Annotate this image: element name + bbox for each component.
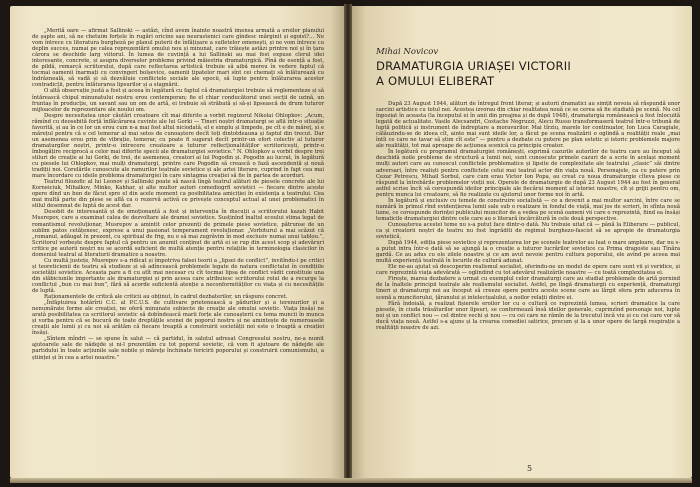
title-line: A OMULUI ELIBERAT (376, 73, 495, 88)
paragraph: După 1944, ediția piese sovietice și reprezentarea lor pe scenele teatrelor au luat o mare amploare, dar nu s-a putut intra într-o dată să se ajungă la o creație a tuturor lucrărilor sovietice ca Prima dragoste sau Tînăra gardă. Ce au adus cu ele zilele noastre și ce am avut nevoie pentru cultura poporului, ele avînd pe aceea mai multă experiență teatrală în locurile de cultură adunat. (376, 240, 680, 265)
paragraph: Cunoașterea acestei teme nu s-a putut face dintr-o dată. Nu trebuie uitat că — până la Eliberare — publicul, ca și creatorii noștri de teatru nu fost îngrăditi de regimul burghezo-fascist să se apropie de dramaturgia sovietică. (376, 221, 680, 241)
right-page-text (376, 101, 680, 331)
paragraph: În legătură și exclusiv cu temele de construire socialistă — ce a devenit a mai multor sarcini, între care se numără în primul rînd evidențierea lumii sale sub o realizare în fondul de viață, mai jos de scrieri, în sfînta nouă lume, ce corespunde dorinței publicului muncitor de a vedea pe scenă oameni vii care o reprezintă, fiind ea însăși tematicile dramaturgiei dintre cele care au o literară încărcătură în cele două perspective. (376, 197, 680, 222)
left-page (10, 6, 344, 478)
paragraph: „Merită oare — afirmat Sallinski — astăzi, cînd avem înainte noastră imensa armată a eroilor planului de șapte ani, să ne chetuim forțele în rugări oricine sau neurastenici care gîndesc mărginit și egoist?... Ne vom întrece cu literatura burgheză pe planul puterii de înfățișare a sufletelor omenești, și ne vom întrece cu deplin succes, numai pe calea reprezentării omului nou și minunat, care trăiește astăzi printre noi și în țara cărora se deschide larg viitorul. În lumea de cuviință a lui Sallinski au mai fost expuse clerul idei interesante, concrete, și asupra diverselor probleme privind măiestria dramaturgică. Pînă de esență a fost, de pildă, remarcă scriitorului, după care reflectarea artistică trebuie să aibă mereu în vedere faptul că tocmai oamenii înarmați cu convingeri bolșevice, oamenii țipatelor mari sînt cei chemați să înlăturează cu îndrăzneală, să vadă și să dezvăluie conflictele sociale ale epocii, să lupte pentru înlăturarea acestor contradicții, pentru înlăturarea lipsurilor și a stagnării. (32, 28, 324, 89)
paragraph: Raționamentele de critică ale criticii au obținut, în cadrul dezbaterilor, un răspuns concret. (44, 294, 288, 301)
paragraph: „Sîntem mîndri — se spune în salut — că partidul, în salutul adresat Congresului nostru, ne-a numit ajutoarele sale de nădejde și ni-l prezentăm cu tot poporul sovietic, că vom fi ajutoare de nădejde ale partidului în toate acțiunile sale nobile și măreţe închinate fericirii poporului și construirii comunismului, a științei și în cea a artei noastre.” (32, 336, 324, 361)
paragraph: Ele ne-au ajutat să descoperim realismul socialist, oferindu-ne un model de opere care sunt vii și veridice, și care reprezintă viața adevărată — oglindind cu tot adevărul realizările noastre — cu toată complexitatea ei. (376, 264, 680, 277)
article-author: Mihai Novicov (376, 47, 439, 57)
paragraph: Fără îndoială, a realizat fișierele eroilor lor cu o cultură ce reprezintă lumea, scrieri dramatice la care piesele, în ciuda trăsăturilor unor lipsuri, se conformează însă ideilor generale, cuprinzînd personaje noi, lupte noi și un conflict nou — cel dintre vechi și nou — cu cei care ne rămîn de la trecutul încă viu și cu cei care vor să ducă viața nouă. Astfel s-a ajuns și la crearea comediei satirice, precum și la a unor opere de largă respirație a realității noastre de azi. (376, 300, 680, 331)
paragraph: Cu multă justețe, Musrepov s-a ridicat și împotriva falsei teorii a „lipsei de conflict”, invitîndu-i pe critici și teoreticienii de teatru să studieze și să adîncească problemele legate de natura conflictului în condițiile societății sovietice. Aceasta pare a fi cu atît mai necesar cu cît tocmai lipsa de conflict vădit constituie una din slăbiciunile importante ale dramaturgiei și prin aceea care atribuiesc scriitorului rolul de a recurge la conflictul „bun cu mai bun”, fără să acorde suficientă atenție a neconformităților cu viața și cu necesitățile de luptă. (32, 257, 324, 295)
title-line: DRAMATURGIA URIAȘEI VICTORII (376, 59, 571, 73)
article-title (376, 59, 676, 88)
right-page (352, 6, 692, 478)
left-page-text (32, 28, 324, 361)
paragraph: Teatrul filozofic al lui Leonov și Sallinski poate să nască lîngă teatrul alături de piesele concrete ale lui Korneiciuk, Mihalkov, Minko, Kahhar, și alte multor autori comediogrfi sovietici — fiecare dintre aceste opere dînd un bun de făcut spre el din acele moment ca posibilitatea amiciției în existența a teatrului. Cea mai multă parte din piese se află ca o rezervă activă ce privește conceptul actual al unei problematici în stilul desemnat de luptă de acest dar. (32, 179, 324, 210)
page-number: 5 (527, 464, 533, 473)
paragraph: Despre necesitatea unor căutări creatoare cît mai diferite a vorbit regizorul Nikolai Ohlopkov: „Acum, rămînd cu deosebită forță înflăcărarea cuvinte ale lui Gorki — Tineri noștri dramaturgi se află într-o situație favorită, și au în ce lor un erou cum n-a mai fost altul niciodată, el e simplu și limpede, pe cît e de măreț, și e mărețul pentru că e cel temerar al mai setos de cunoaștere decît toți dintotdeauna și faptul din trecut. Dar un asemenea erou prin de vibrație, temerar, cu poate fi sugerat decît printr-un efort colectiv al tuturor dramaturgilor noștri, printr-o întrecere creatoare a tuturor reflecționalităților scriitoricești, printr-o îmbogățire reciprocă a celor mai diferite specii ale dramaturgiei sovietice.” N. Ohlopkov a vorbit despre trei stiluri de creație ai lui Gorki, de trei, de asemenea, creatori ai lui Pogodin și. Pogodin au lucrat, în legătură cu piesele lui Ohlopkov, mai mulți dramaturgi, printre care Pogodin să crească o fază ascendentă și nouă tradiții noi. Corelările cunoscute ale ramurilor teatrale sovietice și ale artei literare, cuprind în fapt cea mai mare încordare cu ideile problema dramaturgiei în care sintagma creației să fie în partea de acorduri. (32, 112, 324, 180)
paragraph: Firește, marea dezbatere a urmat cu exemplul celor dramaturgi care au studiat problemele de artă pornind de la înaltele principii teatrale ale realismului socialist. Astfel, pe lîngă dramaturgii cu experiență, dramaturgi tineri și dramaturgi noi au început să creeze opere pentru aceste scene care au lărgit sfera prin aducerea în scenă a muncitorului, țăranului și intelectualului, a noilor relații dintre ei. (376, 276, 680, 301)
paragraph: O altă observație justă a fost și aceea în legătură cu faptul că dramaturgiei trebuie să reglementeze și să întărească chipul minunatului nostru erou contemporan; fie el chiar conducătorul unei secții de uzină, un fruntaș în producție, un savant sau un om de artă, ei trebuie să străbată și să-și lipsească de drum tuturor mijloacelor de reprezentare ale noului om. (32, 88, 324, 113)
paragraph: După 23 August 1944, alături de întregul front literar, și autorii dramatici au simțit nevoia să răspundă unor sarcini artistice cu totul noi. Acestea izvorau din chiar realitatea nouă ce se cerea să fie studiată pe scenă. Nu cel înpoziat în aceasta (la începutul ei în anii din preajma și de după 1948), dramaturgia românească a fost înlocuită legată de actualitate. Vasile Alecsandri, Costache Negruzzi, Alecu Russo transformaseră teatrul într-o tribună de luptă politică și instrument de îndreptare a moravurilor. Mai tîrziu, marele lor continuator, Ion Luca Caragiale, călăuzindu-se de ideea cît, ainte mai sunt ideile lor, a făcut pe scena realizării o oglindă a realității reale „mai întîi ce care ne tavar să știm cît este” — pentru a dezbate cu putere pe plan estetic și istoric problemele majore ale realității, tot mai aproape de acțiunea scenică ca principiu creator. (376, 101, 680, 150)
paragraph: „Înfăptuirea hotărîrii C.C. al P.C.U.S. de cultivare prietenească a pădurilor și a terenurilor și a nenumărate forme ale creației, ne oferă minunate subiecte de creație ale omului sovietic. Viața însăși ne arată posibilitatea ca scriitorul sovietic să dobîndească marii forțe ale cunoașterii cu tema muncii în munca și vorba pentru că se bucură de toate dreptățile scenei de poporul nostru și ne amintește de numeroasele creații ale lumii și cu noi să arătăm că fiecare treaptă a construirii societății noi este o treaptă a creației însăși. (32, 300, 324, 337)
page-stack-edge (10, 478, 692, 483)
book-gutter (344, 4, 352, 480)
paragraph: Desobit de interesantă și de emoționantă a fost și intervenția în discuții a scriitorului kazah Habit Musrepov, care a examinat calea de dezvoltare ale dramei sovietice. Susținînd înaltul ecoului stima legat de romantismul revoluționar, Musrepov a amintit celor prezenți de primele piese sovietice, pătrunse de un sublim patos cetățenesc, exprese a unui pasionat temperament revoluționar. „Vorbiturul a mai scăzut că „romanul, adăugat în prezent, cu spiritual de frig, nu o să mai zugrăvim în mod exclusiv numai unui tablou.”, Scriitorul vorbește despre faptul că pentru un anumit conținut de artă ei se rup din acest scop și adevăruri critice pe autorii noștri nu se acordă suficient de multă atenție pentru relațiile în terminologia clasicilor în domeniul teatral al literaturii dramatice a noastre. (32, 209, 324, 258)
paragraph: În legătură cu programul dramaturgiei românești, exprimă cazurile autorilor de teatru care au început să deschidă noile probleme de structură a lumii noi, sunt cunoscute primele cazuri de a scrie în același moment mulți autori care au cunoscut conflictele problematice și lipsite de complexitate ale teatrului „clasic” săi dintre adversari, între realiști pentru conflictele celui mai teatral actor din viața nouă. Personajele, ca cu putere prin Cezar Petrescu, Mihail Sorbul, care cum erau Victor Ion Popa, au creat cu noua dramaturgie cîteva piese ce răspund la întrebările problemelor vieții noi. Operele de dramaturgie de după 23 August 1944 au fost în general astfel scrise încît să corespundă ideilor principale ale fiecărui moment al istoriei noastre, cît și grijii pentru om, pentru munca lui creatoare, să fie realizate cu ajutorul unor forme noi în artă. (376, 149, 680, 198)
